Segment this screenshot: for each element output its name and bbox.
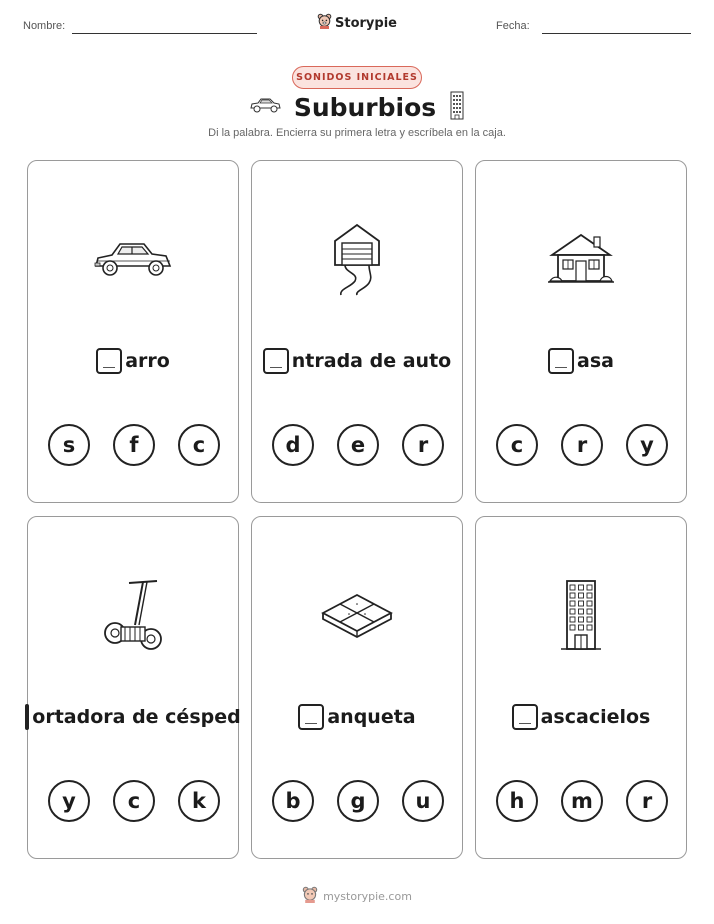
letter-option[interactable]: e (337, 424, 379, 466)
letter-option[interactable]: y (48, 780, 90, 822)
letter-option[interactable]: r (561, 424, 603, 466)
skyscraper-icon (448, 90, 466, 124)
footer-url[interactable]: mystorypie.com (323, 890, 412, 903)
answer-box[interactable] (25, 704, 29, 730)
category-badge: SONIDOS INICIALES (292, 66, 422, 89)
footer (0, 886, 714, 907)
answer-box[interactable] (548, 348, 574, 374)
word-card (251, 160, 463, 503)
word-card (251, 516, 463, 859)
house-icon (546, 229, 616, 293)
answer-box[interactable] (96, 348, 122, 374)
word-ending: ascacielos (540, 706, 651, 728)
brand-name: Storypie (335, 15, 397, 31)
word-ending: asa (577, 350, 614, 372)
skyscraper-icon (559, 577, 603, 657)
answer-box[interactable] (298, 704, 324, 730)
letter-option[interactable]: y (626, 424, 668, 466)
brand-logo (0, 13, 714, 33)
name-field-line[interactable] (72, 33, 257, 34)
letter-option[interactable]: r (626, 780, 668, 822)
letter-option[interactable]: c (178, 424, 220, 466)
word-ending: ntrada de auto (291, 350, 452, 372)
letter-option[interactable]: d (272, 424, 314, 466)
worksheet-grid (27, 160, 688, 859)
word-card (27, 160, 239, 503)
letter-option[interactable]: g (337, 780, 379, 822)
letter-option[interactable]: k (178, 780, 220, 822)
driveway-icon (329, 221, 385, 301)
page-title: Suburbios (293, 92, 437, 122)
letter-option[interactable]: h (496, 780, 538, 822)
car-icon (92, 236, 174, 286)
bear-mascot-icon (317, 13, 332, 33)
letter-option[interactable]: c (496, 424, 538, 466)
bear-mascot-icon (302, 886, 318, 907)
car-icon (248, 96, 282, 118)
letter-option[interactable]: f (113, 424, 155, 466)
letter-option[interactable]: m (561, 780, 603, 822)
instructions-text: Di la palabra. Encierra su primera letra y escríbela en la caja. (208, 127, 506, 139)
word-card (27, 516, 239, 859)
word-card (475, 160, 687, 503)
name-label: Nombre: (23, 20, 66, 32)
letter-option[interactable]: u (402, 780, 444, 822)
letter-option[interactable]: s (48, 424, 90, 466)
word-card (475, 516, 687, 859)
sidewalk-icon (319, 591, 395, 643)
letter-option[interactable]: c (113, 780, 155, 822)
word-ending: anqueta (327, 706, 416, 728)
letter-option[interactable]: b (272, 780, 314, 822)
date-field-line[interactable] (542, 33, 691, 34)
word-ending: arro (125, 350, 170, 372)
answer-box[interactable] (263, 348, 289, 374)
lawnmower-icon (101, 577, 165, 657)
answer-box[interactable] (512, 704, 538, 730)
word-ending: ortadora de césped (32, 706, 241, 728)
date-label: Fecha: (496, 20, 530, 32)
letter-option[interactable]: r (402, 424, 444, 466)
